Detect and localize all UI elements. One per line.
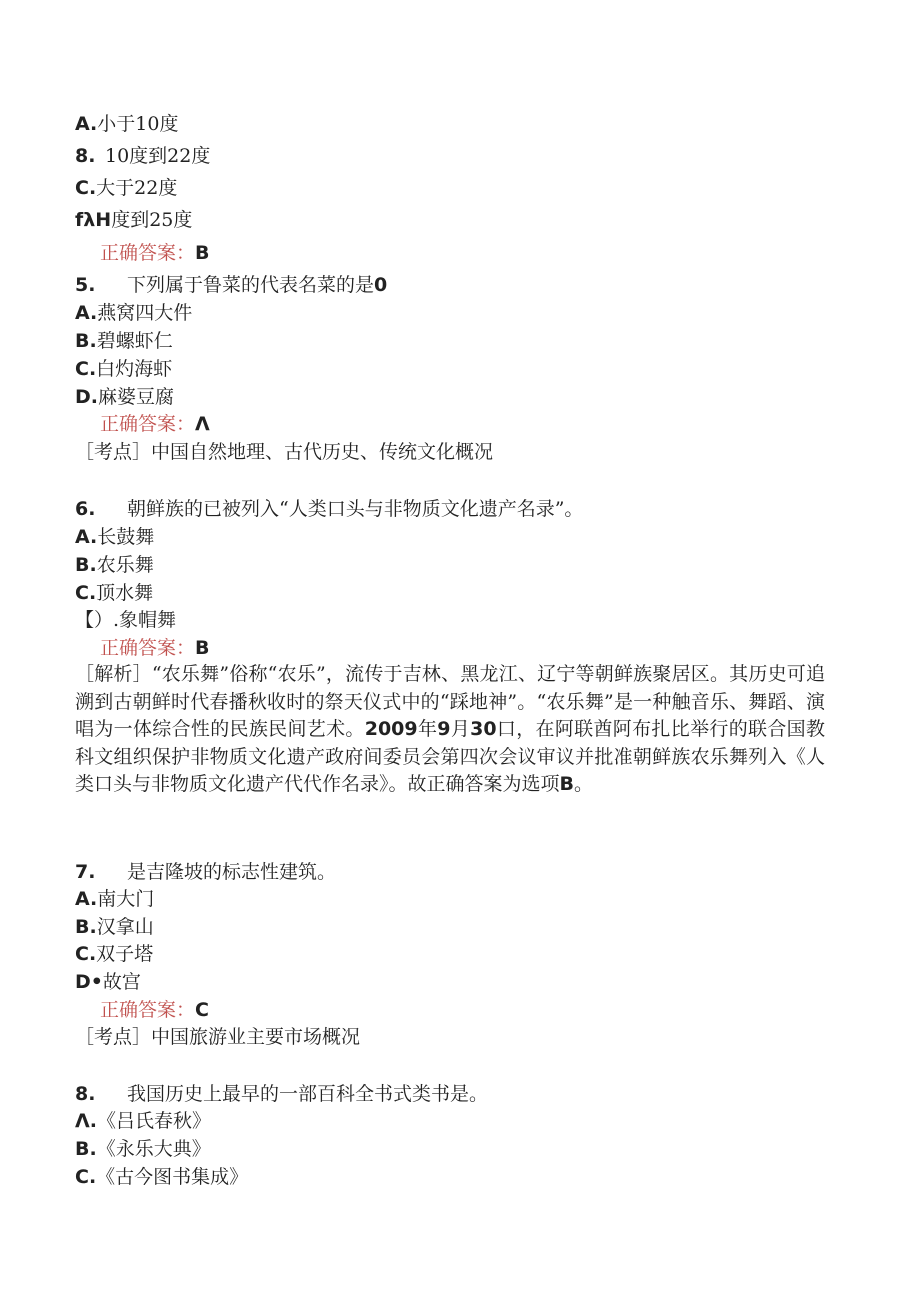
q6-option-b: B.农乐舞 (75, 554, 154, 576)
q7-option-c: C.双子塔 (75, 943, 154, 965)
q4-option-c: C.大于22度 (75, 177, 178, 199)
q4-answer: 正确答案：B (100, 242, 210, 264)
q6-answer: 正确答案：B (100, 637, 210, 659)
q6-option-c: C.顶水舞 (75, 582, 154, 604)
q4-option-b: 8. 10度到22度 (75, 145, 211, 167)
q8-option-a: Λ.《吕氏春秋》 (75, 1110, 211, 1132)
q8-option-c: C.《古今图书集成》 (75, 1166, 249, 1188)
q7-option-a: A.南大门 (75, 888, 155, 910)
q7-option-b: B.汉拿山 (75, 916, 154, 938)
q7-stem: 7. 是吉隆坡的标志性建筑。 (75, 861, 337, 883)
q4-option-a: A.小于10度 (75, 113, 179, 135)
q5-answer: 正确答案：Λ (100, 413, 210, 435)
q6-option-a: A.长鼓舞 (75, 526, 155, 548)
q6-explanation: ［解析］“农乐舞”俗称“农乐”，流传于吉林、黑龙江、辽宁等朝鲜族聚居区。其历史可追溯到古朝鲜时代春播秋收时的祭天仪式中的“踩地神”。“农乐舞”是一种触音乐、舞蹈、演唱为一体综合性的民族民间艺术。2009年9月30口，在阿联酋阿布扎比举行的联合国教科文组织保护非物质文化遗产政府间委员会第四次会议审议并批准朝鲜族农乐舞列入《人类口头与非物质文化遗产代代作名录》。故正确答案为选项B。 (75, 663, 825, 795)
q5-option-b: B.碧螺虾仁 (75, 330, 173, 352)
q5-stem: 5. 下列属于鲁菜的代表名菜的是0 (75, 274, 388, 296)
q5-option-c: C.白灼海虾 (75, 358, 173, 380)
q7-answer: 正确答案：C (100, 999, 209, 1021)
q8-option-b: B.《永乐大典》 (75, 1138, 211, 1160)
q6-option-d: 【）.象帽舞 (75, 609, 177, 631)
q5-option-a: A.燕窝四大件 (75, 302, 193, 324)
q5-knowledge-point: ［考点］中国自然地理、古代历史、传统文化概况 (75, 441, 494, 463)
q8-stem: 8. 我国历史上最早的一部百科全书式类书是。 (75, 1083, 489, 1105)
q6-stem: 6. 朝鲜族的已被列入“人类口头与非物质文化遗产名录”。 (75, 498, 584, 520)
q7-option-d: D•故宫 (75, 971, 141, 993)
q5-option-d: D.麻婆豆腐 (75, 386, 175, 408)
q4-option-d: fλH度到25度 (75, 209, 193, 231)
q7-knowledge-point: ［考点］中国旅游业主要市场概况 (75, 1026, 361, 1048)
